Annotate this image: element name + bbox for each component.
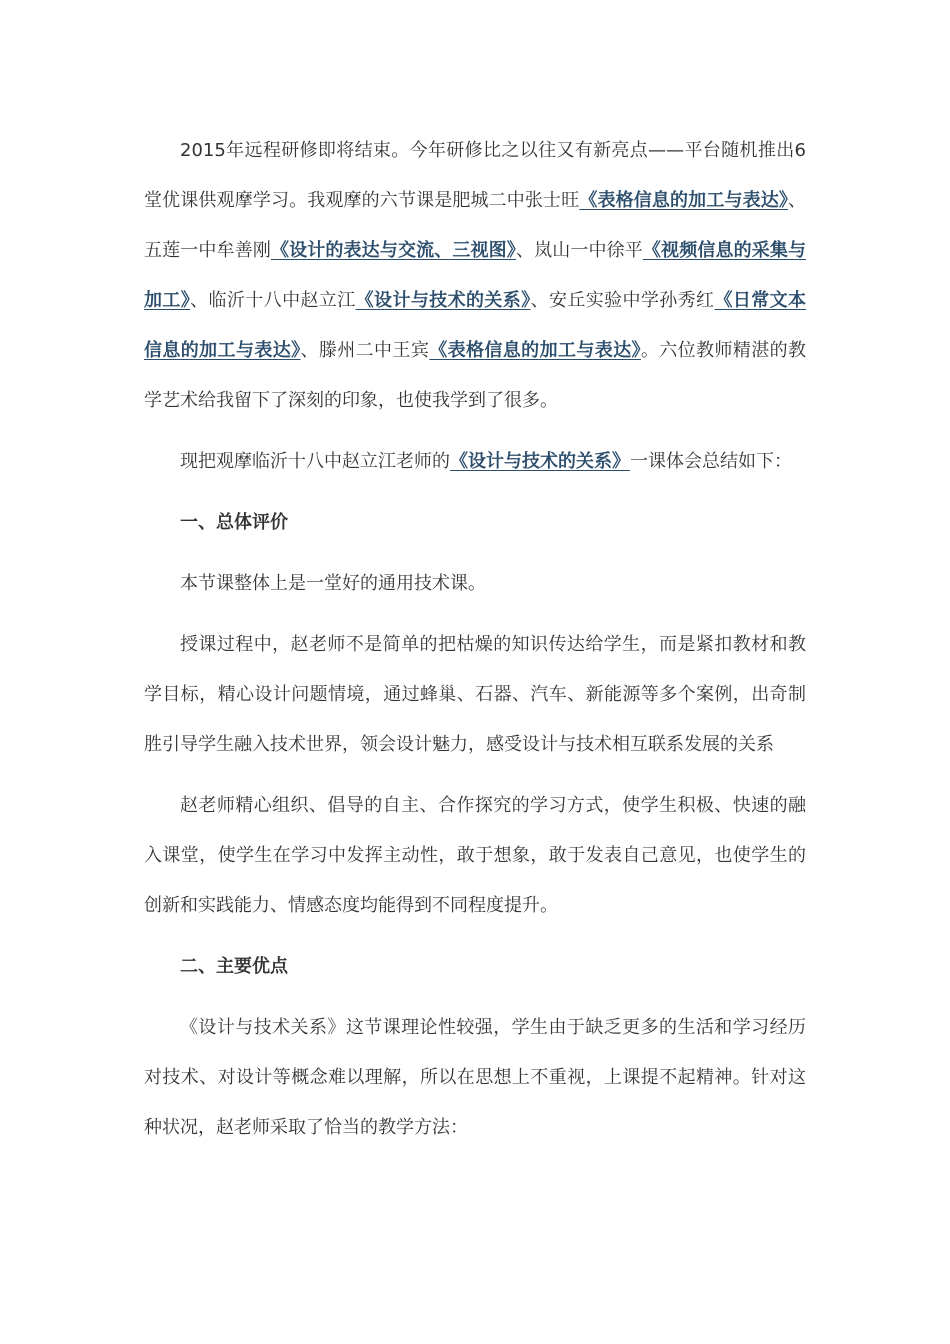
intro-text-5: 、安丘实验中学孙秀红 xyxy=(530,290,715,311)
strengths-paragraph-1: 《设计与技术关系》这节课理论性较强，学生由于缺乏更多的生活和学习经历对技术、对设计等概念难以理解，所以在思想上不重视，上课提不起精神。针对这种状况，赵老师采取了恰当的教学方法： xyxy=(144,1017,806,1138)
overall-paragraph-2: 授课过程中，赵老师不是简单的把枯燥的知识传达给学生，而是紧扣教材和教学目标，精心设计问题情境，通过蜂巢、石器、汽车、新能源等多个案例，出奇制胜引导学生融入技术世界，领会设计魅力，感受设计与技术相互联系发展的关系 xyxy=(144,634,806,755)
course-link-text-info[interactable]: 《日常文本信息的加工与表达》 xyxy=(144,290,807,361)
intro-text-1: 2015年远程研修即将结束。今年研修比之以往又有新亮点——平台随机推出6堂优课供观摩学习。我观摩的六节课是肥城二中张士旺 xyxy=(144,140,806,211)
intro-text-7: 。六位教师精湛的教学艺术给我留下了深刻的印象，也使我学到了很多。 xyxy=(144,340,807,411)
summary-intro-paragraph xyxy=(144,437,806,487)
intro-text-4: 、临沂十八中赵立江 xyxy=(190,290,356,311)
overall-paragraph-1: 本节课整体上是一堂好的通用技术课。 xyxy=(180,573,486,594)
course-link-design-tech-1[interactable]: 《设计与技术的关系》 xyxy=(355,290,531,311)
course-link-table-info-2[interactable]: 《表格信息的加工与表达》 xyxy=(429,340,641,361)
intro-paragraph xyxy=(144,126,806,426)
document-page xyxy=(144,126,806,1164)
intro-text-6: 、滕州二中王宾 xyxy=(300,340,430,361)
intro-text-2: 、五莲一中牟善刚 xyxy=(144,190,807,261)
summary-text-1: 现把观摩临沂十八中赵立江老师的 xyxy=(180,451,450,472)
overall-paragraph-3: 赵老师精心组织、倡导的自主、合作探究的学习方式，使学生积极、快速的融入课堂，使学生在学习中发挥主动性，敢于想象，敢于发表自己意见，也使学生的创新和实践能力、情感态度均能得到不同程度提升。 xyxy=(144,795,806,916)
course-link-table-info-1[interactable]: 《表格信息的加工与表达》 xyxy=(579,190,789,211)
summary-text-2: 一课体会总结如下： xyxy=(630,451,792,472)
course-link-design-tech-2[interactable]: 《设计与技术的关系》 xyxy=(450,451,630,472)
course-link-design-expression[interactable]: 《设计的表达与交流、三视图》 xyxy=(270,240,516,261)
section-heading-strengths: 二、主要优点 xyxy=(180,956,288,977)
course-link-video-info[interactable]: 《视频信息的采集与加工》 xyxy=(144,240,807,311)
intro-text-3: 、岚山一中徐平 xyxy=(515,240,643,261)
section-heading-overall: 一、总体评价 xyxy=(180,512,288,533)
